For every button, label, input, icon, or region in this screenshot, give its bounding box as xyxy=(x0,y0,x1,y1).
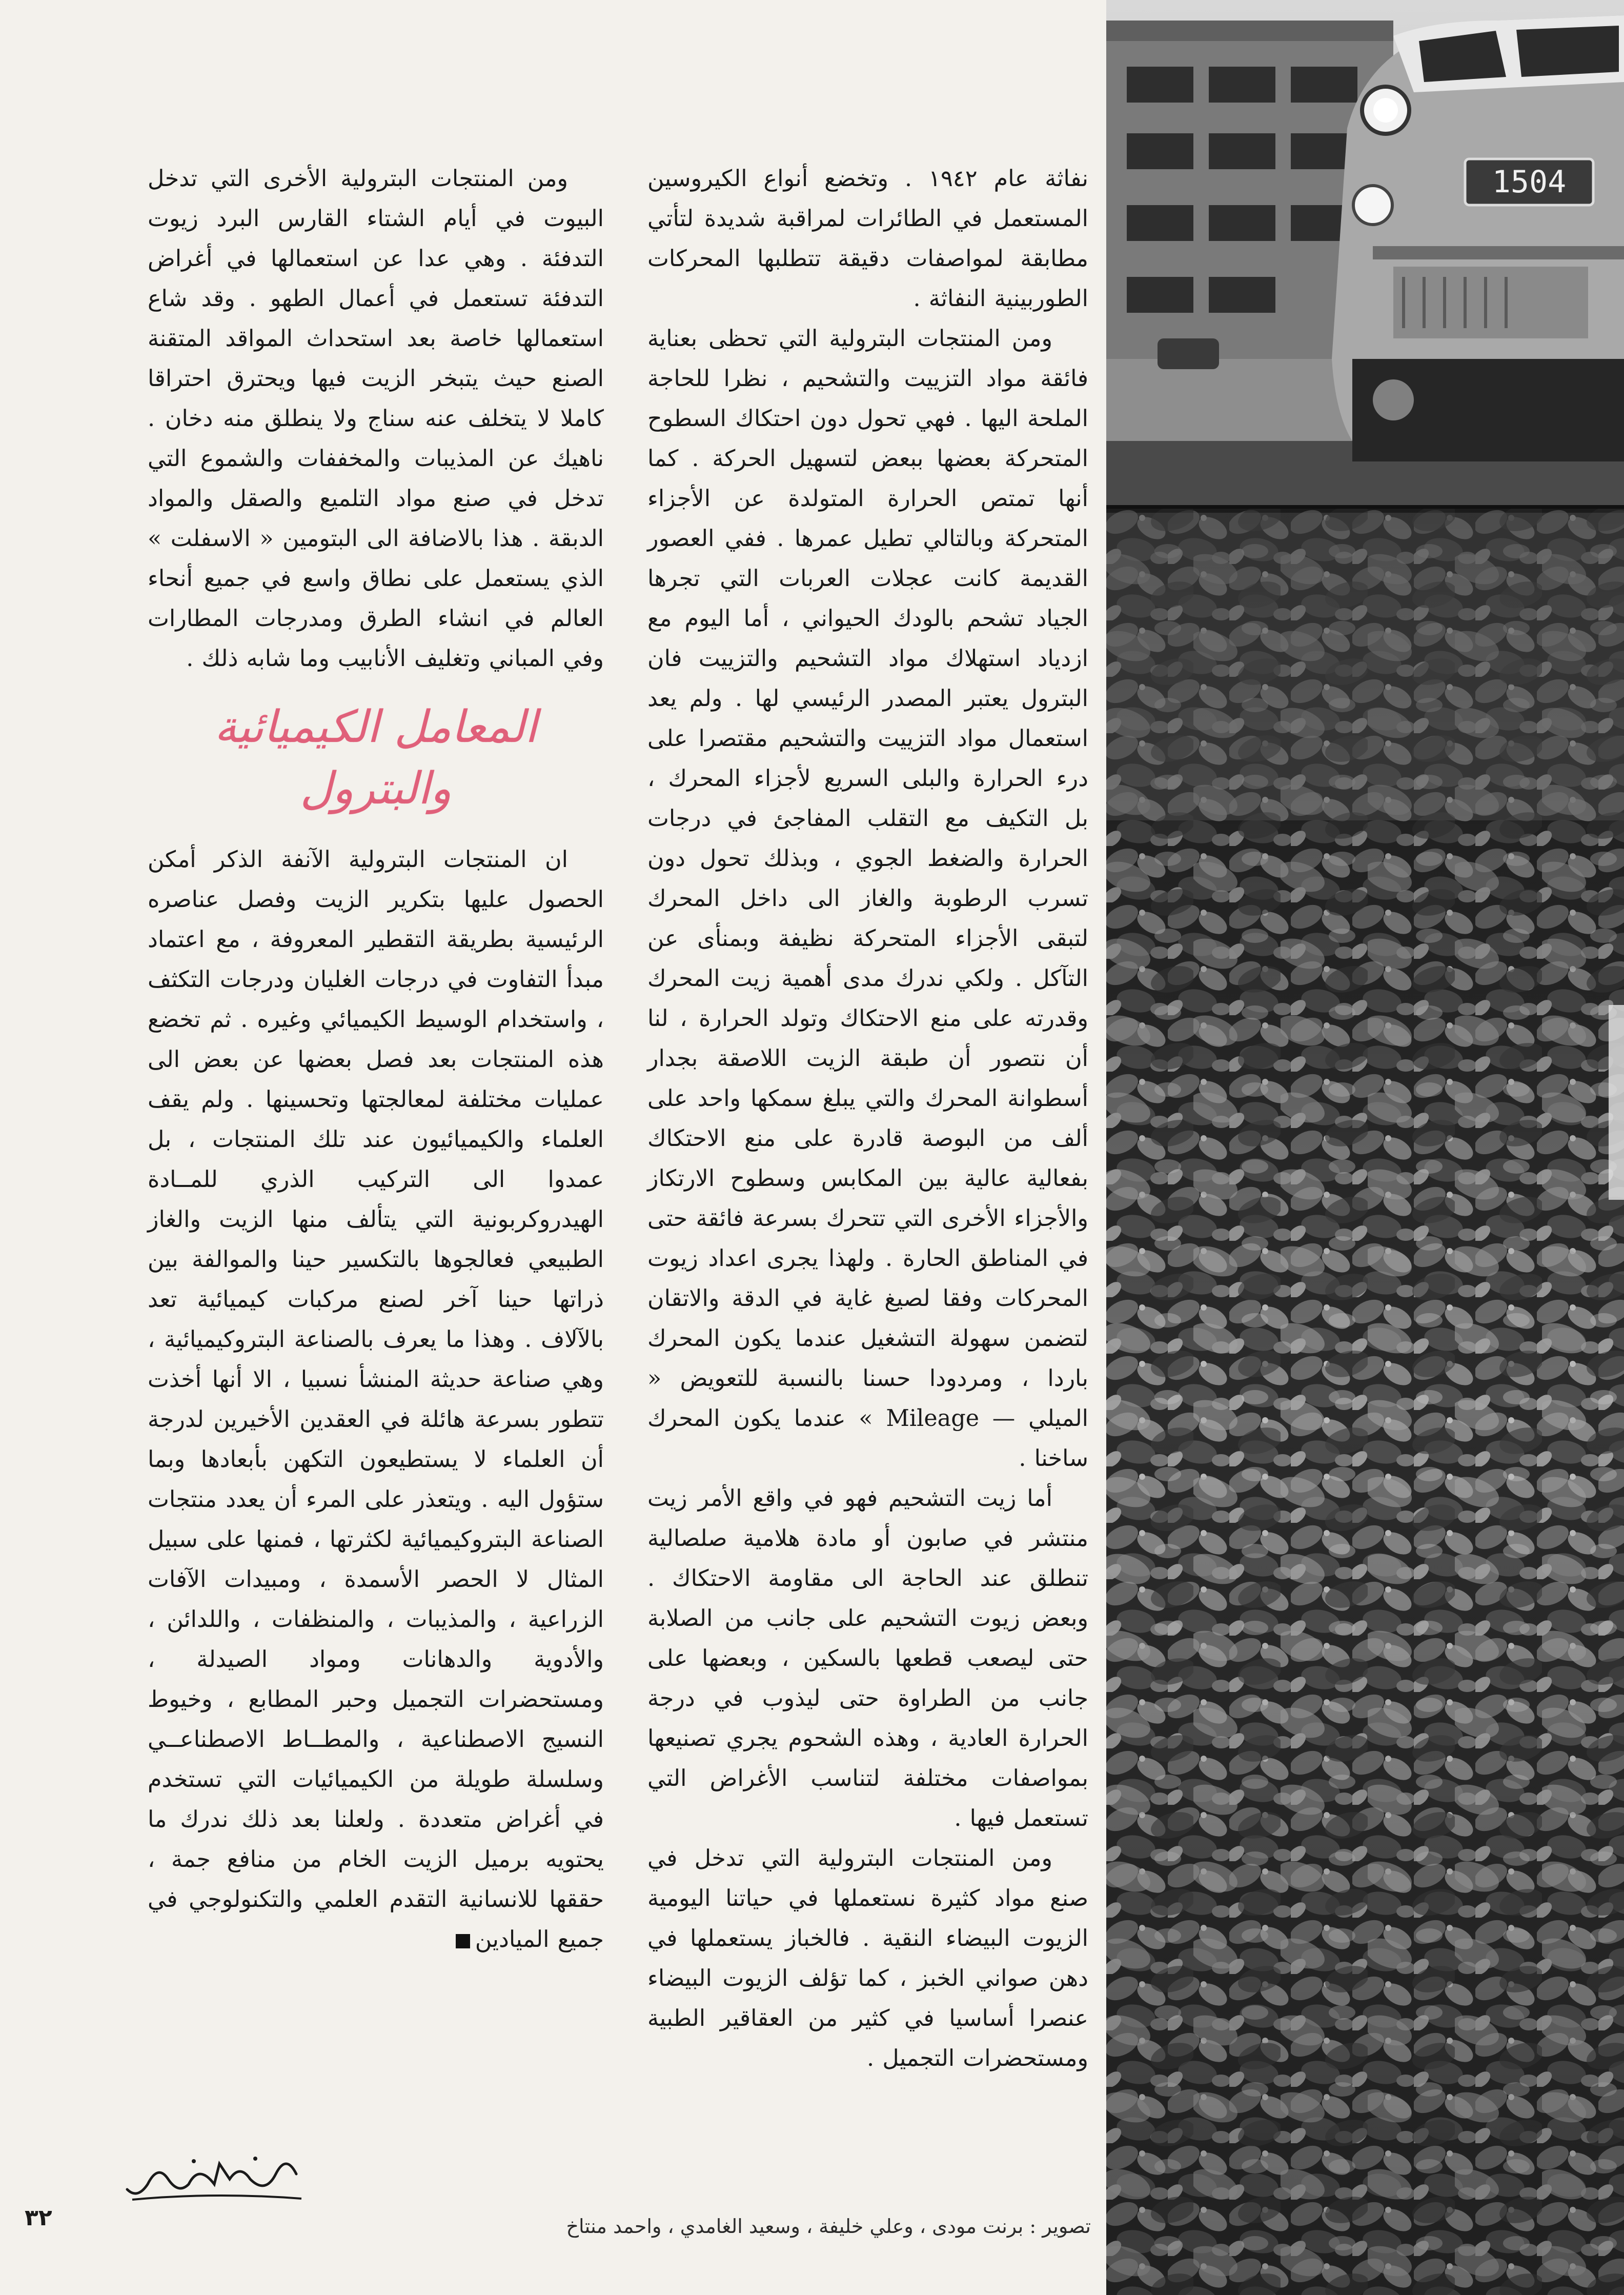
section-heading: المعامل الكيميائية والبترول xyxy=(214,701,537,814)
author-signature xyxy=(122,2143,307,2215)
end-of-article-mark xyxy=(456,1934,470,1948)
text-column-right xyxy=(647,159,1088,2079)
paragraph-petrochemicals-text: ان المنتجات البترولية الآنفة الذكر أمكن الحصول عليها بتكرير الزيت وفصل عناصره الرئيسية بطريقة التقطير المعروفة ، مع اعتماد مبدأ التفاوت في درجات الغليان ودرجات التكثف ، واستخدام الوسيط الكيميائي وغيره . ثم تخضع هذه المنتجات بعد فصل بعضها عن بعض الى عمليات مختلفة لمعالجتها وتحسينها . ولم يقف العلماء والكيميائيون عند تلك المنتجات ، بل عمدوا الى التركيب الذري للمــادة الهيدروكربونية التي يتألف منها الزيت والغاز الطبيعي فعالجوها بالتكسير حينا والموالفة بين ذراتها حينا آخر لصنع مركبات كيميائية تعد بالآلاف . وهذا ما يعرف بالصناعة البتروكيميائية ، وهي صناعة حديثة المنشأ نسبيا ، الا أنها أخذت تتطور بسرعة هائلة في العقدين الأخيرين لدرجة أن العلماء لا يستطيعون التكهن بأبعادها وبما ستؤول اليه . ويتعذر على المرء أن يعدد منتجات الصناعة البتروكيميائية لكثرتها ، فمنها على سبيل المثال لا الحصر الأسمدة ، ومبيدات الآفات الزراعية ، والمذيبات ، والمنظفات ، واللدائن ، والأدوية والدهانات ومواد الصيدلة ، ومستحضرات التجميل وحبر المطابع ، وخيوط النسيج الاصطناعية ، والمطــاط الاصطناعــي وسلسلة طويلة من الكيميائيات التي تستخدم في أغراض متعددة . ولعلنا بعد ذلك ندرك ما يحتويه برميل الزيت الخام من منافع جمة ، حققها للانسانية التقدم العلمي والتكنولوجي في جميع الميادين xyxy=(148,847,604,1952)
photo-strip xyxy=(1106,0,1624,2295)
train-photo xyxy=(1106,0,1624,508)
paragraph-lubricants: ومن المنتجات البترولية التي تحظى بعناية فائقة مواد التزييت والتشحيم ، نظرا للحاجة الملحة اليها . فهي تحول دون احتكاك السطوح المتحركة بعضها ببعض لتسهيل الحركة . كما أنها تمتص الحرارة المتولدة عن الأجزاء المتحركة وبالتالي تطيل عمرها . ففي العصور القديمة كانت عجلات العربات التي تجرها الجياد تشحم بالودك الحيواني ، أما اليوم مع ازدياد استهلاك مواد التشحيم والتزييت فان البترول يعتبر المصدر الرئيسي لها . ولم يعد استعمال مواد التزييت والتشحيم مقتصرا على درء الحرارة والبلى السريع لأجزاء المحرك ، بل التكيف مع التقلب المفاجئ في درجات الحرارة والضغط الجوي ، وبذلك تحول دون تسرب الرطوبة والغاز الى داخل المحرك لتبقى الأجزاء المتحركة نظيفة وبمنأى عن التآكل . ولكي ندرك مدى أهمية زيت المحرك وقدرته على منع الاحتكاك وتولد الحرارة ، لنا أن نتصور أن طبقة الزيت اللاصقة بجدار أسطوانة المحرك والتي يبلغ سمكها واحد على ألف من البوصة قادرة على منع الاحتكاك بفعالية عالية بين المكابس وسطوح الارتكاز والأجزاء الأخرى التي تتحرك بسرعة فائقة حتى في المناطق الحارة . ولهذا يجرى اعداد زيوت المحركات وفقا لصيغ غاية في الدقة والاتقان لتضمن سهولة التشغيل عندما يكون المحرك باردا ، ومردودا حسنا بالنسبة للتعويض « الميلي — Mileage » عندما يكون المحرك ساخنا . xyxy=(647,326,1088,1472)
paragraph-heating-oils: ومن المنتجات البترولية الأخرى التي تدخل البيوت في أيام الشتاء القارس البرد زيوت التدفئة . وهي عدا عن استعمالها في أغراض التدفئة تستعمل في أعمال الطهو . وقد شاع استعمالها خاصة بعد استحداث المواقد المتقنة الصنع حيث يتبخر الزيت فيها ويحترق احتراقا كاملا لا يتخلف عنه سناج ولا ينطلق منه دخان . ناهيك عن المذيبات والمخففات والشموع التي تدخل في صنع مواد التلميع والصقل والمواد الدبقة . هذا بالاضافة الى البتومين « الاسفلت » الذي يستعمل على نطاق واسع في جميع أنحاء العالم في انشاء الطرق ومدرجات المطارات وفي المباني وتغليف الأنابيب وما شابه ذلك . xyxy=(148,166,604,672)
paragraph-grease: أما زيت التشحيم فهو في واقع الأمر زيت منتشر في صابون أو مادة هلامية صلصالية تنطلق عند الحاجة الى مقاومة الاحتكاك . وبعض زيوت التشحيم على جانب من الصلابة حتى ليصعب قطعها بالسكين ، وبعضها على جانب من الطراوة حتى ليذوب في درجة الحرارة العادية ، وهذه الشحوم يجري تصنيعها بمواصفات مختلفة لتناسب الأغراض التي تستعمل فيها . xyxy=(647,1485,1088,1831)
crop-field-photo xyxy=(1106,509,1624,2295)
paragraph-white-oils: ومن المنتجات البترولية التي تدخل في صنع مواد كثيرة نستعملها في حياتنا اليومية الزيوت البيضاء النقية . فالخباز يستعملها في دهن صواني الخبز ، كما تؤلف الزيوت البيضاء عنصرا أساسيا في كثير من العقاقير الطبية ومستحضرات التجميل . xyxy=(647,1845,1088,2071)
page-number: ٣٢ xyxy=(25,2205,52,2231)
train-number-plate: 1504 xyxy=(1492,164,1567,200)
photo-collage xyxy=(1106,0,1624,2295)
paragraph-petrochemicals xyxy=(148,840,604,1960)
text-column-left xyxy=(148,159,604,1960)
paragraph-kerosene: نفاثة عام ١٩٤٢ . وتخضع أنواع الكيروسين المستعمل في الطائرات لمراقبة شديدة لتأتي مطابقة لمواصفات دقيقة تتطلبها المحركات الطوربينية النفاثة . xyxy=(647,166,1088,312)
photo-credits: تصوير : برنت مودى ، وعلي خليفة ، وسعيد الغامدي ، واحمد منتاخ xyxy=(566,2215,1091,2238)
